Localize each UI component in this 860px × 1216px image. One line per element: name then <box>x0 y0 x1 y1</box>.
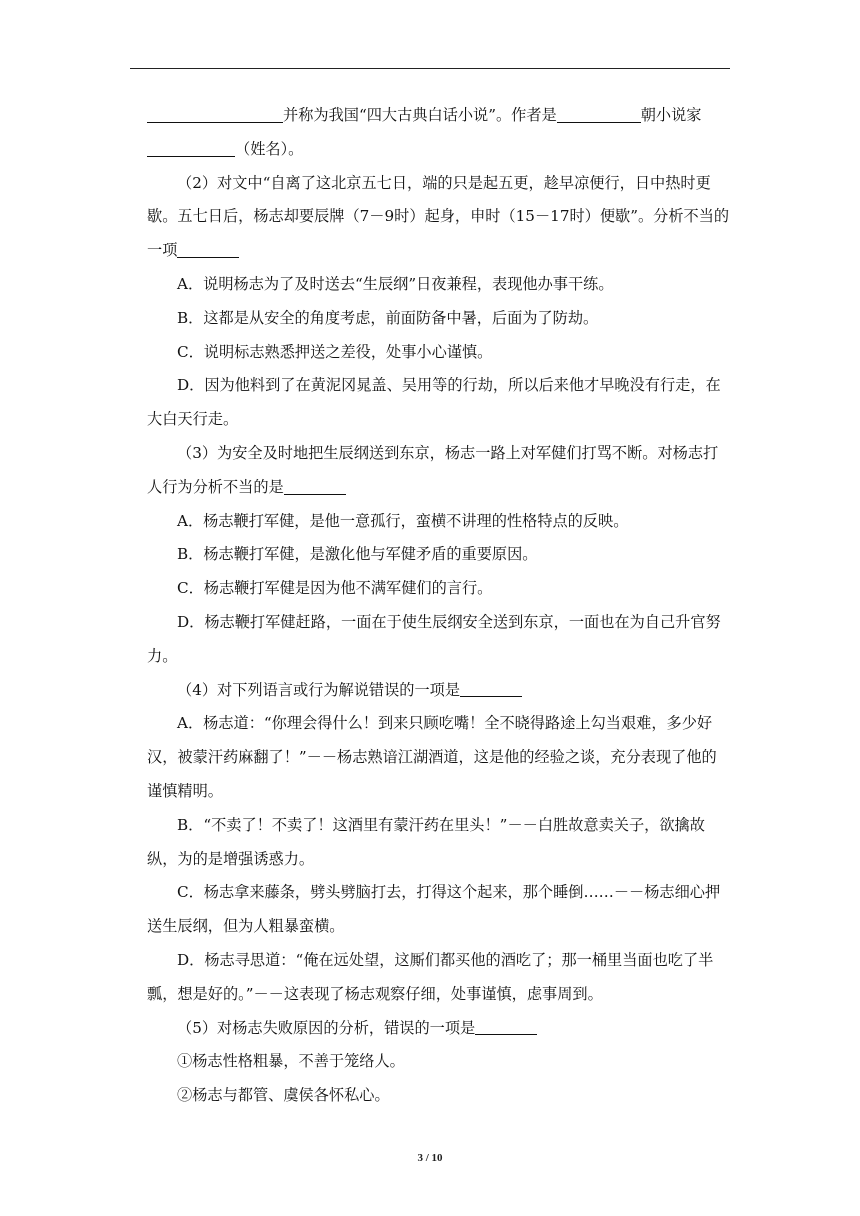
header-rule <box>130 68 730 69</box>
q5-item-1: ①杨志性格粗暴，不善于笼络人。 <box>177 1052 405 1071</box>
q3-option-a: A．杨志鞭打军健，是他一意孤行，蛮横不讲理的性格特点的反映。 <box>177 511 629 530</box>
answer-blank[interactable] <box>177 241 239 258</box>
answer-blank[interactable] <box>147 140 235 157</box>
q3-option-b: B．杨志鞭打军健，是激化他与军健矛盾的重要原因。 <box>177 545 538 564</box>
q4-option-d: D．杨志寻思道：“俺在远处望，这厮们都买他的酒吃了；那一桶里当面也吃了半瓢，想是好的。”－－这表现了杨志观察仔细，处事谨慎，虑事周到。 <box>147 950 714 1003</box>
document-body <box>147 99 730 1113</box>
answer-blank[interactable] <box>284 478 346 495</box>
q3-option-d: D．杨志鞭打军健赶路，一面在于使生辰纲安全送到东京，一面也在为自己升官努力。 <box>147 612 721 665</box>
q4-option-c: C．杨志拿来藤条，劈头劈脑打去，打得这个起来，那个睡倒……－－杨志细心押送生辰纲，但为人粗暴蛮横。 <box>147 883 721 936</box>
q2-option-b: B．这都是从安全的角度考虑，前面防备中暑，后面为了防劫。 <box>177 308 599 327</box>
q3-option-c: C．杨志鞭打军健是因为他不满军健们的言行。 <box>177 579 493 598</box>
q1-paragraph <box>147 99 730 167</box>
answer-blank[interactable] <box>557 106 641 123</box>
q2-option-d: D．因为他料到了在黄泥冈晁盖、吴用等的行劫，所以后来他才早晚没有行走，在大白天行走。 <box>147 376 721 429</box>
q4-stem: （4）对下列语言或行为解说错误的一项是 <box>147 674 730 708</box>
page-number: 3 / 10 <box>417 1152 443 1164</box>
q1-text-3: （姓名）。 <box>235 139 304 158</box>
q1-text-2: 朝小说家 <box>640 106 702 124</box>
q5-item-2: ②杨志与都管、虞侯各怀私心。 <box>177 1086 390 1105</box>
answer-blank[interactable] <box>147 106 283 123</box>
answer-blank[interactable] <box>475 1018 537 1035</box>
q1-text-1: 并称为我国“四大古典白话小说”。作者是 <box>283 106 557 124</box>
q5-stem: （5）对杨志失败原因的分析，错误的一项是 <box>147 1012 730 1046</box>
q4-option-a: A．杨志道：“你理会得什么！到来只顾吃嘴！全不晓得路途上勾当艰难，多少好汉，被蒙汗药麻翻了！”－－杨志熟谙江湖酒道，这是他的经验之谈，充分表现了他的谨慎精明。 <box>147 714 717 800</box>
q2-option-a: A．说明杨志为了及时送去“生辰纲”日夜兼程，表现他办事干练。 <box>177 274 614 293</box>
q2-option-c: C．说明标志熟悉押送之差役，处事小心谨慎。 <box>177 342 493 361</box>
q2-stem: （2）对文中“自离了这北京五七日，端的只是起五更，趁早凉便行，日中热时更歇。五七日后，杨志却要辰牌（7－9时）起身，申时（15－17时）便歇”。分析不当的一项 <box>147 173 730 260</box>
answer-blank[interactable] <box>460 680 522 697</box>
q4-option-b: B．“不卖了！不卖了！这酒里有蒙汗药在里头！”－－白胜故意卖关子，欲擒故纵，为的是增强诱惑力。 <box>147 815 705 868</box>
q3-stem: （3）为安全及时地把生辰纲送到东京，杨志一路上对军健们打骂不断。对杨志打人行为分析不当的是 <box>147 443 719 496</box>
